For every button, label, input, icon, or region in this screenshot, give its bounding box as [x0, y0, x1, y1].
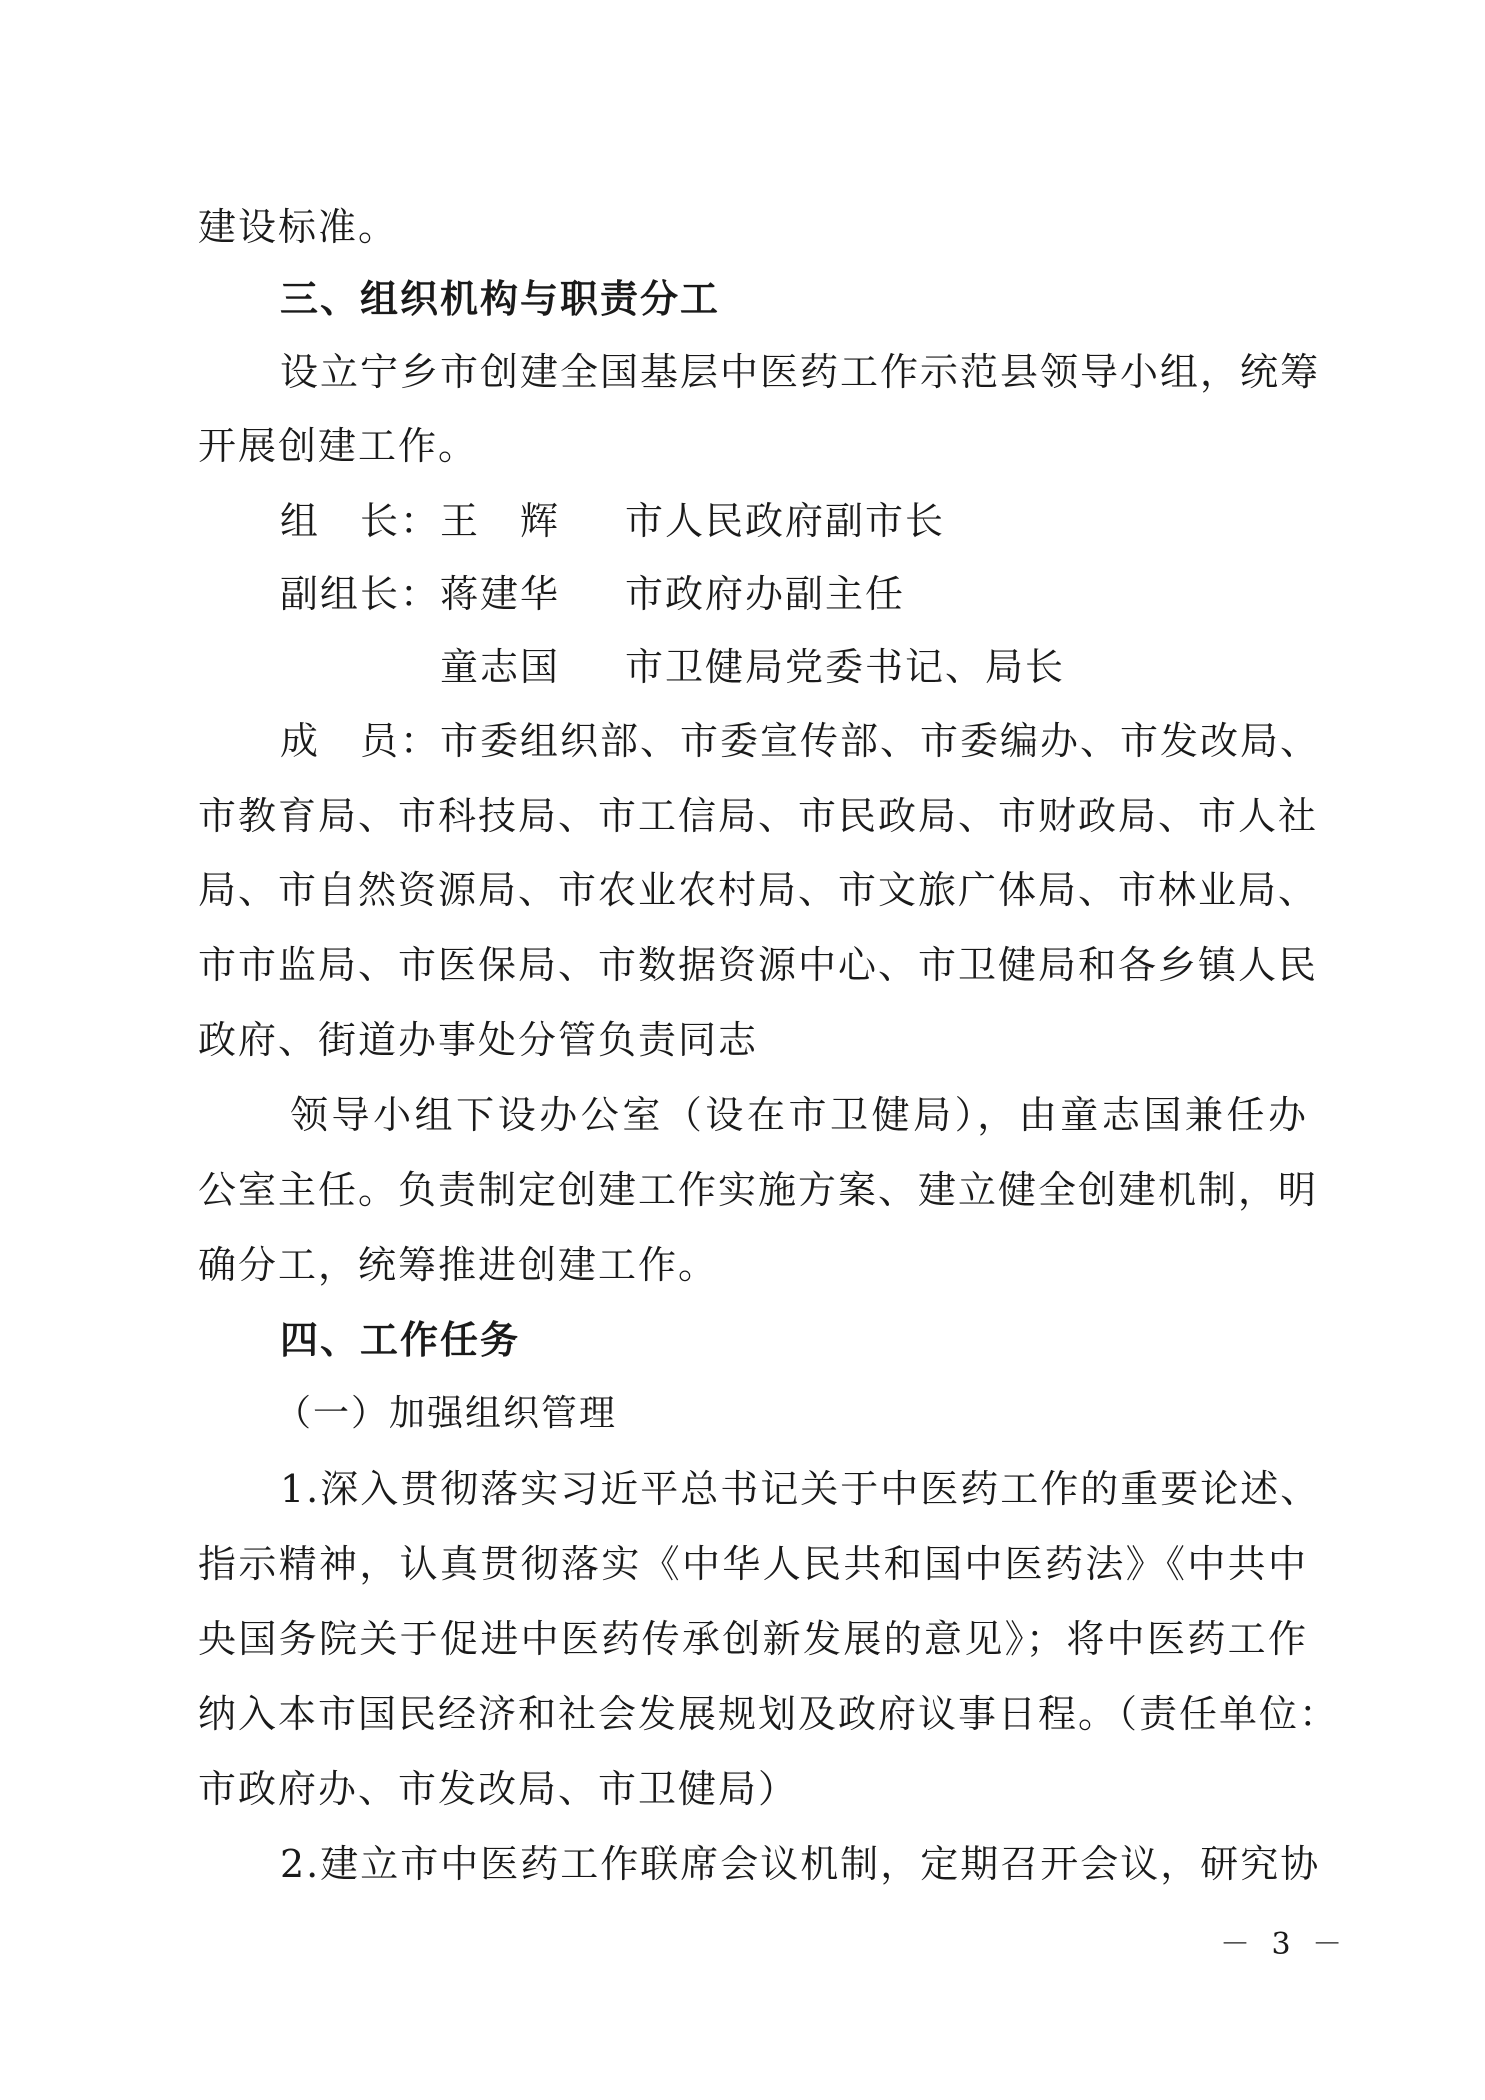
paragraph-line: 建设标准。: [198, 205, 399, 249]
members-line: 局、市自然资源局、市农业农村局、市文旅广体局、市林业局、: [198, 868, 1319, 912]
paragraph-line: 设立宁乡市创建全国基层中医药工作示范县领导小组，统筹: [280, 350, 1321, 394]
office-line: 确分工，统筹推进创建工作。: [198, 1243, 719, 1287]
members-line: 市市监局、市医保局、市数据资源中心、市卫健局和各乡镇人民: [198, 943, 1319, 987]
item1-line: 指示精神，认真贯彻落实《中华人民共和国中医药法》《中共中: [198, 1542, 1308, 1586]
office-line: 领导小组下设办公室（设在市卫健局），由童志国兼任办: [290, 1093, 1308, 1137]
members-line: 成 员：市委组织部、市委宣传部、市委编办、市发改局、: [280, 719, 1321, 763]
page-number: － 3 －: [1220, 1927, 1349, 1962]
item1-line: 1.深入贯彻落实习近平总书记关于中医药工作的重要论述、: [280, 1467, 1321, 1511]
item1-line: 央国务院关于促进中医药传承创新发展的意见》；将中医药工作: [198, 1617, 1308, 1661]
leader-title: 市政府办副主任: [625, 572, 906, 616]
item2-line: 2.建立市中医药工作联席会议机制，定期召开会议，研究协: [280, 1842, 1321, 1886]
leader-role: 副组长：: [280, 572, 441, 616]
section-heading-3: 三、组织机构与职责分工: [280, 277, 721, 321]
leader-person: 蒋建华: [440, 572, 561, 616]
item1-line: 市政府办、市发改局、市卫健局）: [198, 1767, 799, 1811]
item1-line: 纳入本市国民经济和社会发展规划及政府议事日程。（责任单位：: [198, 1692, 1340, 1736]
leader-title: 市卫健局党委书记、局长: [625, 645, 1066, 689]
leader-row-group-leader: [280, 497, 1308, 545]
leader-person: 王 辉: [440, 499, 561, 543]
members-line: 政府、街道办事处分管负责同志: [198, 1018, 759, 1062]
paragraph-line: 开展创建工作。: [198, 424, 479, 468]
leader-row-deputy-1: [280, 570, 1308, 618]
leader-title: 市人民政府副市长: [625, 499, 946, 543]
section-heading-4: 四、工作任务: [280, 1318, 521, 1362]
subsection-heading-1: （一）加强组织管理: [275, 1393, 618, 1434]
office-line: 公室主任。负责制定创建工作实施方案、建立健全创建机制，明: [198, 1168, 1319, 1212]
leader-role: 组 长：: [280, 499, 441, 543]
leader-row-deputy-2: [280, 643, 1308, 691]
members-line: 市教育局、市科技局、市工信局、市民政局、市财政局、市人社: [198, 794, 1319, 838]
leader-person: 童志国: [440, 645, 561, 689]
